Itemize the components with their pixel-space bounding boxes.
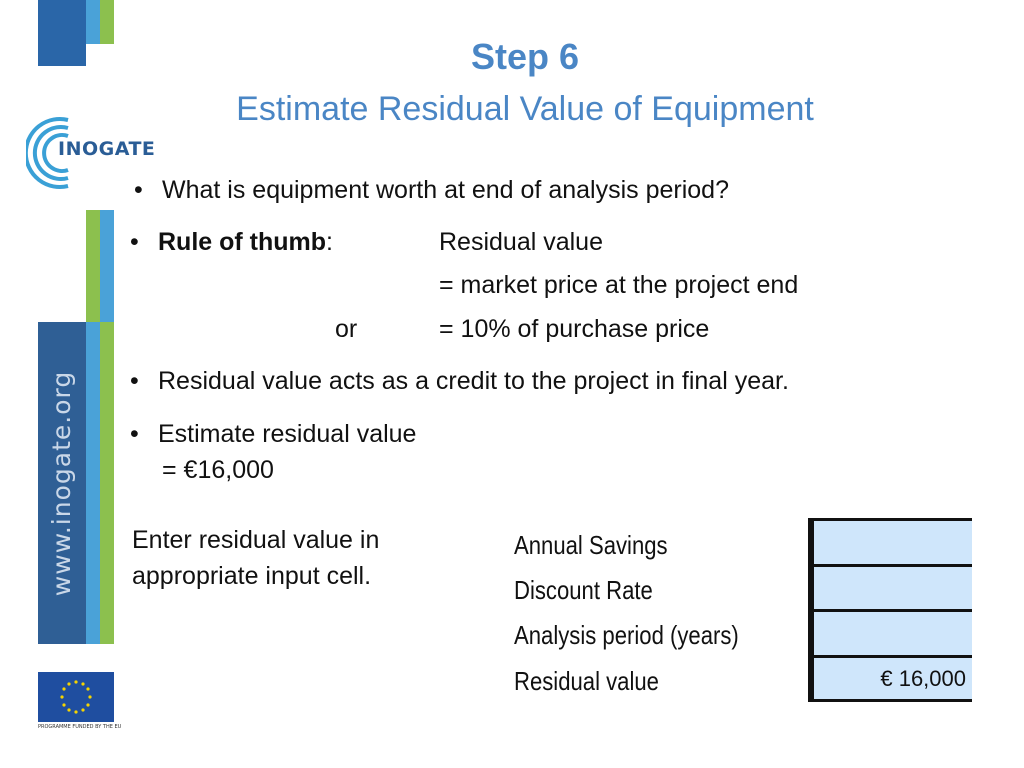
estimate-value: = €16,000 xyxy=(162,456,274,484)
input-cell-discount-rate[interactable] xyxy=(814,567,972,609)
decor-bar xyxy=(86,322,100,644)
logo-text: INOGATE xyxy=(58,138,156,160)
input-cell-residual-value[interactable] xyxy=(814,658,972,699)
rule-line-3: = 10% of purchase price xyxy=(439,315,710,343)
or-label: or xyxy=(335,315,358,343)
slide-title: Step 6 xyxy=(470,36,580,77)
bullet-question: • What is equipment worth at end of analysis period? xyxy=(162,176,729,205)
row-label-annual-savings: Annual Savings xyxy=(514,530,668,560)
bullet-credit: • Residual value acts as a credit to the project in final year. xyxy=(158,367,789,396)
eu-flag-icon xyxy=(38,672,114,722)
rule-line-1: Residual value xyxy=(439,228,603,256)
decor-bar xyxy=(100,210,114,322)
bullet-estimate: • Estimate residual value xyxy=(158,420,416,449)
rule-colon: : xyxy=(326,228,333,256)
input-cell-annual-savings[interactable] xyxy=(814,521,972,564)
decor-bar xyxy=(86,210,100,322)
website-url: www.inogate.org xyxy=(47,370,77,596)
residual-value-amount: € 16,000 xyxy=(880,665,966,691)
eu-caption: PROGRAMME FUNDED BY THE EU xyxy=(38,724,122,730)
decor-bar xyxy=(38,0,86,66)
decor-bar xyxy=(100,0,114,44)
row-label-residual-value: Residual value xyxy=(514,666,659,696)
rule-label: Rule of thumb xyxy=(158,228,327,256)
sidebar-decoration xyxy=(0,0,156,768)
bullet-rule-of-thumb xyxy=(158,228,333,257)
decor-bar xyxy=(100,322,114,644)
instruction-line-1: Enter residual value in xyxy=(132,526,380,554)
input-cell-analysis-period[interactable] xyxy=(814,612,972,655)
instruction-line-2: appropriate input cell. xyxy=(132,562,372,590)
row-label-analysis-period: Analysis period (years) xyxy=(514,620,739,650)
rule-line-2: = market price at the project end xyxy=(439,271,799,299)
slide-subtitle: Estimate Residual Value of Equipment xyxy=(236,90,814,128)
row-label-discount-rate: Discount Rate xyxy=(514,575,653,605)
decor-bar xyxy=(86,0,100,44)
input-cells xyxy=(808,518,972,702)
